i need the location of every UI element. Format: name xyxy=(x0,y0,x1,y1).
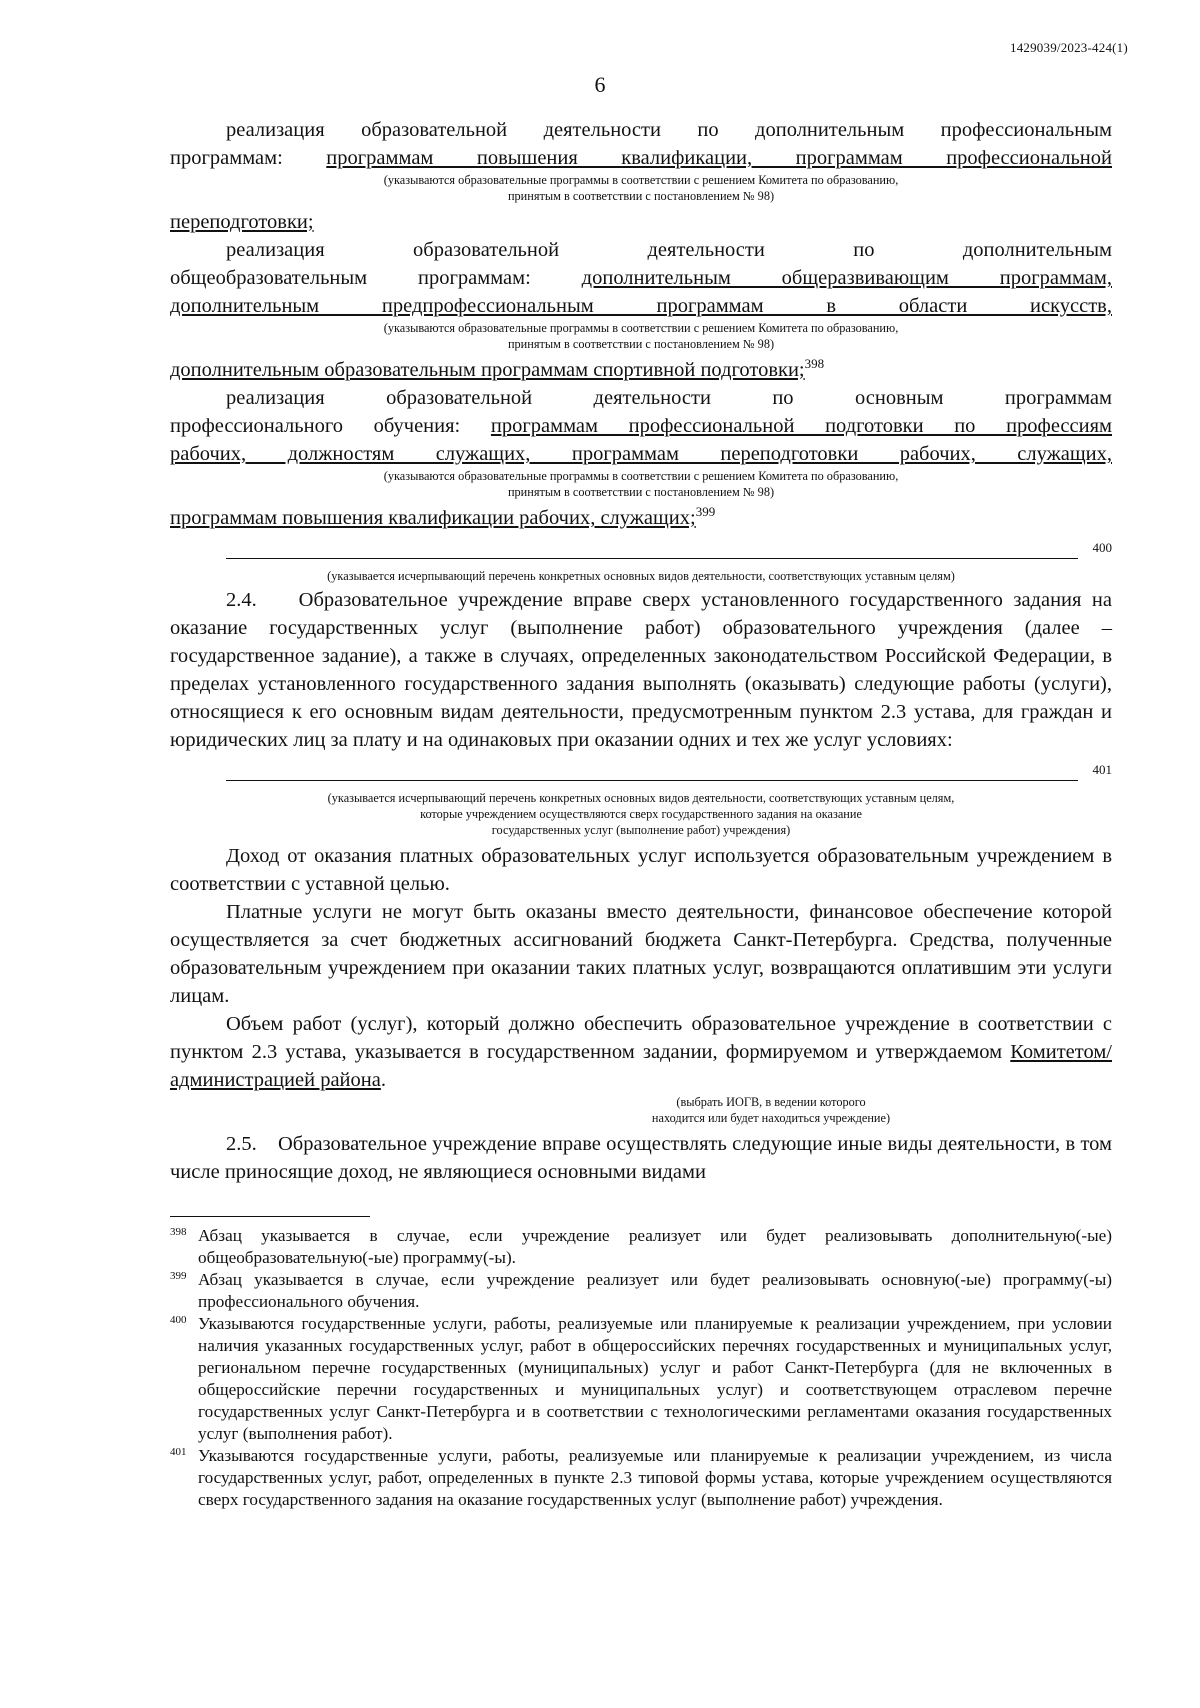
para1-note-line1: (указываются образовательные программы в соответствии с решением Комитета по образованию, xyxy=(383,173,899,187)
footnote-ref-399[interactable]: 399 xyxy=(695,504,716,520)
footnote-number: 400 xyxy=(170,1314,187,1326)
footnote-number: 399 xyxy=(170,1270,187,1282)
para3-note-line1: (указываются образовательные программы в соответствии с решением Комитета по образованию, xyxy=(383,469,899,483)
para2-line1: реализация образовательной деятельности по дополнительным xyxy=(226,239,1112,261)
footnote-text: Абзац указывается в случае, если учреждение реализует или будет реализовывать дополнительную(-ые) общеобразовательную(-ые) программу(-ы). xyxy=(198,1226,1112,1267)
para2-note-line1: (указываются образовательные программы в соответствии с решением Комитета по образованию, xyxy=(383,321,899,335)
document-number: 1429039/2023-424(1) xyxy=(1010,40,1128,55)
para3-line4 xyxy=(170,504,1112,532)
section-2-4: 2.4. Образовательное учреждение вправе сверх установленного государственного задания на оказание государственных услуг (выполнение работ) образовательного учреждения (далее – государственное задание), а также в случаях, определенных законодательством Российской Федерации, в пределах установленного государственного задания выполнять (оказывать) следующие работы (услуги), относящиеся к его основным видам деятельности, предусмотренным пунктом 2.3 устава, для граждан и юридических лиц за плату и на одинаковых при оказании одних и тех же услуг условиях: xyxy=(170,589,1112,751)
para2-line2-prefix: общеобразовательным программам: xyxy=(170,267,582,289)
footnote-398 xyxy=(170,1225,1112,1269)
fill-line-401 xyxy=(170,754,1112,788)
footnote-ref-401[interactable]: 401 xyxy=(1092,762,1112,777)
para-volume-text: Объем работ (услуг), который должно обеспечить образовательное учреждение в соответствии с пунктом 2.3 устава, указывается в государственном задании, формируемом и утверждаемом xyxy=(170,1013,1112,1063)
iogv-choice[interactable]: Комитетом/администрацией района xyxy=(170,1041,1112,1091)
page-number: 6 xyxy=(594,72,606,97)
blank-line xyxy=(226,780,1078,781)
footnote-number: 398 xyxy=(170,1226,187,1238)
para3-line1: реализация образовательной деятельности по основным программам xyxy=(226,387,1112,409)
section-2-5: 2.5. Образовательное учреждение вправе осуществлять следующие иные виды деятельности, в том числе приносящие доход, не являющиеся основными видами xyxy=(170,1133,1112,1183)
para2-line4-underlined: дополнительным образовательным программам спортивной подготовки; xyxy=(170,359,805,381)
para2-line4 xyxy=(170,356,1112,384)
footnote-400 xyxy=(170,1313,1112,1445)
para1-line1: реализация образовательной деятельности по дополнительным профессиональным xyxy=(226,119,1112,141)
footnotes xyxy=(170,1225,1112,1511)
document-body xyxy=(170,116,1112,1511)
para-volume-note-line2: находится или будет находиться учреждение) xyxy=(651,1111,891,1125)
footnote-text: Указываются государственные услуги, работы, реализуемые или планируемые к реализации учреждением, при условии наличия указанных государственных услуг, работ в общероссийских перечнях государственных и муниципальных услуг, региональном перечне государственных (муниципальных) услуг и работ Санкт-Петербурга (для не включенных в общероссийские перечни государственных и муниципальных услуг) и соответствующем отраслевом перечне государственных услуг Санкт-Петербурга и в соответствии с технологическими регламентами оказания государственных услуг (выполнения работ). xyxy=(198,1314,1112,1443)
footnote-number: 401 xyxy=(170,1446,187,1458)
para-volume-note-line1: (выбрать ИОГВ, в ведении которого xyxy=(676,1095,866,1109)
para2-line3: дополнительным предпрофессиональным программам в области искусств, xyxy=(170,295,1112,317)
footnote-separator xyxy=(170,1216,370,1217)
para1-line3-underlined: переподготовки; xyxy=(170,211,314,233)
para1-note-line2: принятым в соответствии с постановлением № 98) xyxy=(507,189,775,203)
fill-401-note-line1: (указывается исчерпывающий перечень конкретных основных видов деятельности, соответствующих уставным целям, xyxy=(327,791,955,805)
para1-line2-prefix: программам: xyxy=(170,147,327,169)
footnote-ref-400[interactable]: 400 xyxy=(1092,540,1112,555)
footnote-399 xyxy=(170,1269,1112,1313)
fill-401-note-line3: государственных услуг (выполнение работ) учреждения) xyxy=(491,823,791,837)
para1-line2-underlined: программам повышения квалификации, программам профессиональной xyxy=(326,147,1112,169)
footnote-ref-398[interactable]: 398 xyxy=(804,356,825,372)
para2-note-line2: принятым в соответствии с постановлением № 98) xyxy=(507,337,775,351)
para1-line3 xyxy=(170,208,1112,236)
para3-line3: рабочих, должностям служащих, программам переподготовки рабочих, служащих, xyxy=(170,443,1112,465)
footnote-text: Указываются государственные услуги, работы, реализуемые или планируемые к реализации учреждением, из числа государственных услуг, работ, определенных в пункте 2.3 типовой формы устава, которые учреждением осуществляются сверх государственного задания на оказание государственных услуг (выполнение работ) учреждения. xyxy=(198,1446,1112,1509)
para3-line2 xyxy=(170,412,1112,440)
para-volume xyxy=(170,1010,1112,1094)
blank-line xyxy=(226,558,1078,559)
para3-line4-underlined: программам повышения квалификации рабочих, служащих; xyxy=(170,507,696,529)
para-income: Доход от оказания платных образовательных услуг используется образовательным учреждением в соответствии с уставной целью. xyxy=(170,845,1112,895)
fill-line-400 xyxy=(170,532,1112,566)
para-volume-end: . xyxy=(380,1069,386,1091)
fill-400-note: (указывается исчерпывающий перечень конкретных основных видов деятельности, соответствующих уставным целям) xyxy=(327,569,955,583)
para3-line2-underlined: программам профессиональной подготовки по профессиям xyxy=(490,415,1112,437)
para-paid-services: Платные услуги не могут быть оказаны вместо деятельности, финансовое обеспечение которой осуществляется за счет бюджетных ассигнований бюджета Санкт-Петербурга. Средства, полученные образовательным учреждением при оказании таких платных услуг, возвращаются оплатившим эти услуги лицам. xyxy=(170,901,1112,1007)
fill-401-note-line2: которые учреждением осуществляются сверх государственного задания на оказание xyxy=(420,807,862,821)
para3-line2-prefix: профессионального обучения: xyxy=(170,415,491,437)
para3-note-line2: принятым в соответствии с постановлением № 98) xyxy=(507,485,775,499)
para2-line2-underlined: дополнительным общеразвивающим программам, xyxy=(581,267,1112,289)
para1-line2 xyxy=(170,144,1112,172)
footnote-401 xyxy=(170,1445,1112,1511)
footnote-text: Абзац указывается в случае, если учреждение реализует или будет реализовывать основную(-ые) программу(-ы) профессионального обучения. xyxy=(198,1270,1112,1311)
para2-line2 xyxy=(170,264,1112,292)
